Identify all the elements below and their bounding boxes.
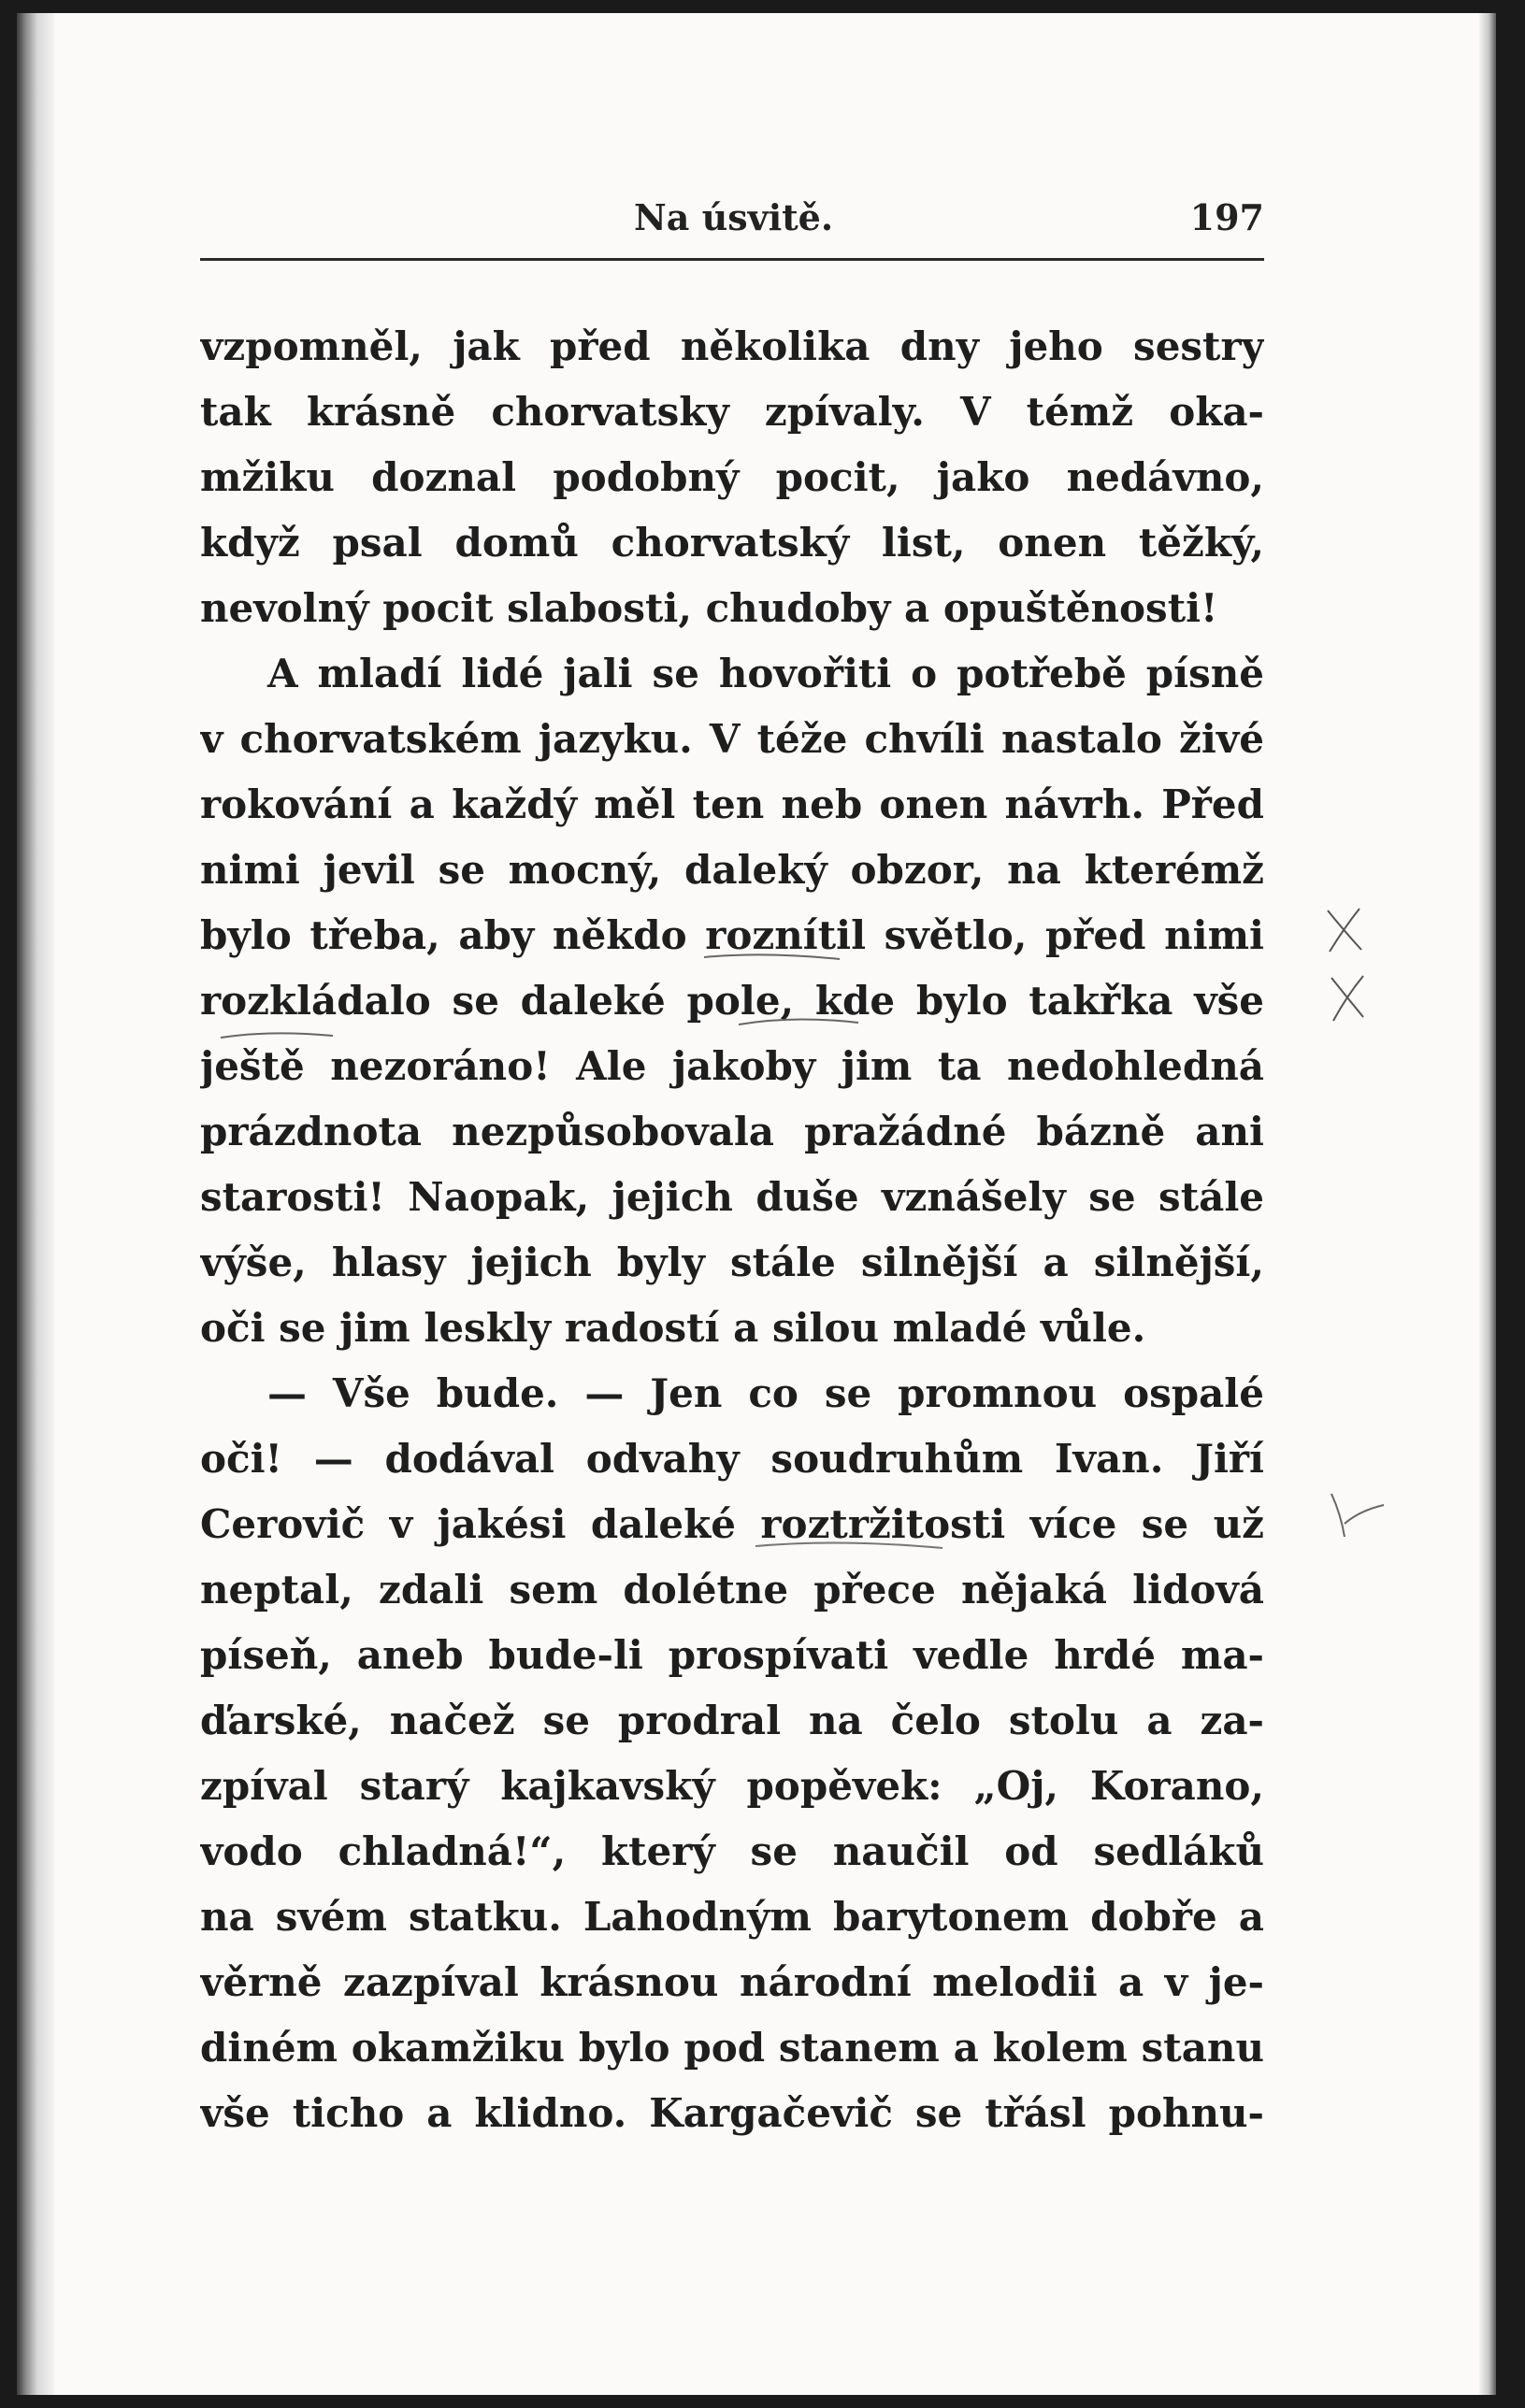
text-line: tak krásně chorvatsky zpívaly. V témž oka-: [200, 389, 1264, 435]
text-line: Cerovič v jakési daleké roztržitosti více se už: [200, 1501, 1264, 1547]
margin-pencil-marks: [1307, 892, 1438, 1546]
text-line: rozkládalo se daleké pole, kde bylo takřka vše: [200, 978, 1264, 1024]
text-line: výše, hlasy jejich byly stále silnější a silnější,: [200, 1240, 1264, 1285]
pencil-check-mark: [1331, 1494, 1384, 1537]
page-edge-shadow: [1479, 13, 1496, 2395]
text-line: oči! — dodával odvahy soudruhům Ivan. Jiří: [200, 1436, 1264, 1482]
header-rule: [200, 258, 1264, 261]
text-line: věrně zazpíval krásnou národní melodii a v je-: [200, 1959, 1264, 2005]
text-line: rokování a každý měl ten neb onen návrh. Před: [200, 781, 1264, 827]
text-line: A mladí lidé jali se hovořiti o potřebě písně: [267, 651, 1264, 696]
text-line: když psal domů chorvatský list, onen těžký,: [200, 520, 1264, 566]
text-line: mžiku doznal podobný pocit, jako nedávno,: [200, 454, 1264, 500]
running-title: Na úsvitě.: [634, 196, 834, 238]
page-header: [200, 196, 1264, 249]
text-line: na svém statku. Lahodným barytonem dobře a: [200, 1894, 1264, 1940]
text-line: prázdnota nezpůsobovala pražádné bázně ani: [200, 1109, 1264, 1154]
pencil-cross-mark-1: [1328, 909, 1361, 952]
text-line: ďarské, načež se prodral na čelo stolu a za-: [200, 1698, 1264, 1743]
text-line: — Vše bude. — Jen co se promnou ospalé: [267, 1370, 1264, 1416]
text-line: vodo chladná!“, který se naučil od sedláků: [200, 1828, 1264, 1874]
page-number: 197: [1189, 196, 1264, 238]
text-line: ještě nezoráno! Ale jakoby jim ta nedohledná: [200, 1043, 1264, 1089]
book-page: [17, 13, 1496, 2395]
text-line: neptal, zdali sem dolétne přece nějaká lidová: [200, 1567, 1264, 1612]
text-line: nimi jevil se mocný, daleký obzor, na kterémž: [200, 847, 1264, 893]
margin-marks-svg: [1307, 892, 1438, 1546]
text-line: nevolný pocit slabosti, chudoby a opuštěnosti!: [200, 585, 1218, 631]
book-spine-shadow: [17, 13, 54, 2395]
body-text: [200, 314, 1264, 2146]
text-line: starosti! Naopak, jejich duše vznášely se stále: [200, 1174, 1264, 1220]
text-line: v chorvatském jazyku. V téže chvíli nastalo živé: [200, 716, 1264, 762]
text-line: zpíval starý kajkavský popěvek: „Oj, Korano,: [200, 1763, 1264, 1809]
text-line: vzpomněl, jak před několika dny jeho sestry: [200, 323, 1264, 369]
pencil-cross-mark-2: [1331, 976, 1363, 1021]
text-line: oči se jim leskly radostí a silou mladé vůle.: [200, 1305, 1146, 1351]
text-line: vše ticho a klidno. Kargačevič se třásl pohnu-: [200, 2090, 1264, 2136]
text-line: bylo třeba, aby někdo roznítil světlo, před nimi: [200, 912, 1264, 958]
text-line: píseň, aneb bude-li prospívati vedle hrdé ma-: [200, 1632, 1264, 1678]
text-line: diném okamžiku bylo pod stanem a kolem stanu: [200, 2025, 1264, 2071]
